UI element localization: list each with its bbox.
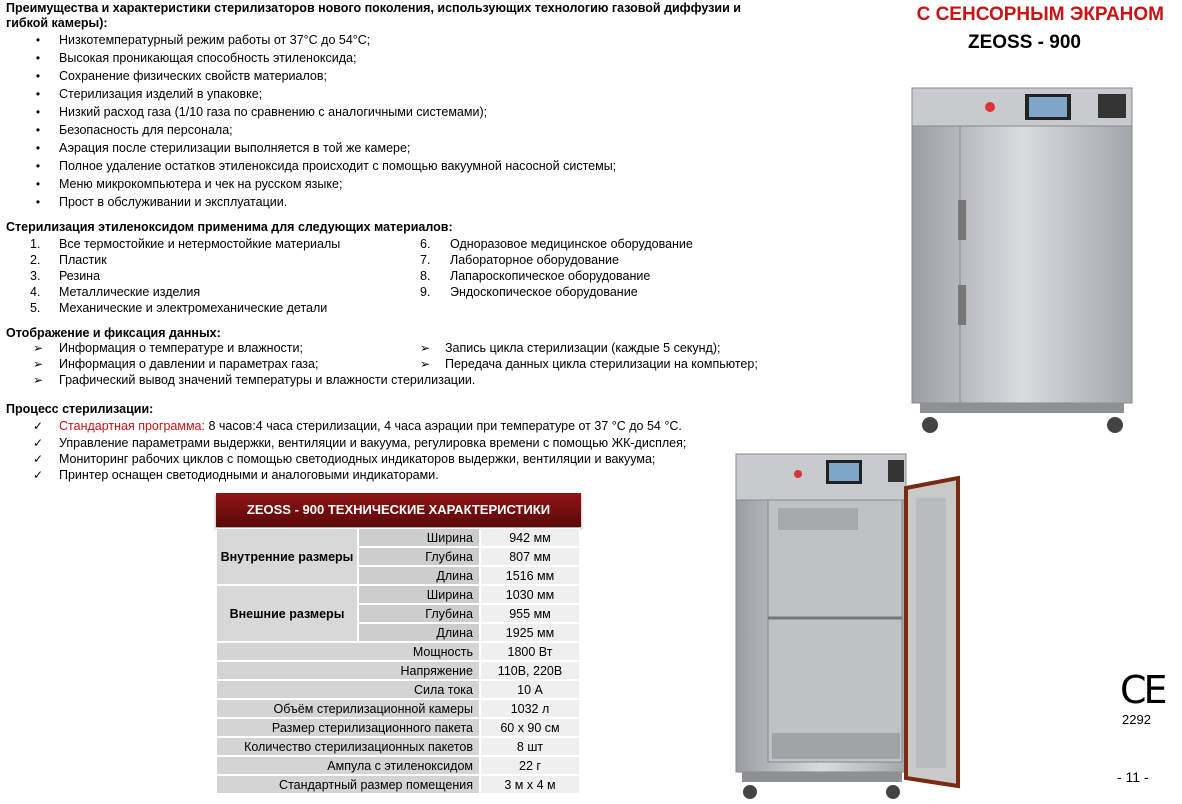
bullet-icon: • (35, 123, 41, 137)
spec-name: Количество стерилизационных пакетов (216, 737, 480, 756)
display-item: Передача данных цикла стерилизации на компьютер; (445, 357, 758, 371)
standard-program-text: 8 часов:4 часа стерилизации, 4 часа аэрации при температуре от 37 °C до 54 °C. (204, 419, 682, 433)
material-number: 2. (30, 253, 41, 267)
advantage-item: Низкотемпературный режим работы от 37°C до 54°C; (59, 33, 371, 47)
material-number: 3. (30, 269, 41, 283)
check-icon: ✓ (32, 436, 44, 450)
bullet-icon: • (35, 33, 41, 47)
material-item: Одноразовое медицинское оборудование (450, 237, 693, 251)
material-item: Резина (59, 269, 101, 283)
bullet-icon: • (35, 69, 41, 83)
check-icon: ✓ (32, 468, 44, 482)
bullet-icon: • (35, 141, 41, 155)
arrow-bullet-icon: ➢ (32, 341, 44, 355)
spec-value: 3 м x 4 м (480, 775, 580, 794)
advantage-item: Прост в обслуживании и эксплуатации. (59, 195, 288, 209)
arrow-bullet-icon: ➢ (32, 357, 44, 371)
model-title: ZEOSS - 900 (968, 32, 1081, 53)
process-item: Принтер оснащен светодиодными и аналоговыми индикаторами. (59, 468, 439, 482)
spec-name: Ширина (358, 528, 480, 547)
spec-value: 807 мм (480, 547, 580, 566)
display-heading: Отображение и фиксация данных: (6, 326, 221, 340)
advantage-item: Полное удаление остатков этиленоксида происходит с помощью вакуумной насосной системы; (59, 159, 617, 173)
spec-name: Стандартный размер помещения (216, 775, 480, 794)
process-item: Управление параметрами выдержки, вентиляции и вакуума, регулировка времени с помощью ЖК-дисплея; (59, 436, 687, 450)
spec-value: 10 А (480, 680, 580, 699)
spec-name: Ампула с этиленоксидом (216, 756, 480, 775)
materials-heading: Стерилизация этиленоксидом применима для следующих материалов: (6, 220, 453, 234)
spec-value: 1800 Вт (480, 642, 580, 661)
bullet-icon: • (35, 87, 41, 101)
material-number: 6. (420, 237, 431, 251)
material-item: Эндоскопическое оборудование (450, 285, 638, 299)
material-number: 7. (420, 253, 431, 267)
ce-number: 2292 (1122, 712, 1151, 727)
intro-heading-line1: Преимущества и характеристики стерилизаторов нового поколения, использующих технологию газовой диффузии и (6, 1, 741, 15)
spec-name: Объём стерилизационной камеры (216, 699, 480, 718)
spec-value: 1030 мм (480, 585, 580, 604)
process-heading: Процесс стерилизации: (6, 402, 154, 416)
specs-table-title: ZEOSS - 900 ТЕХНИЧЕСКИЕ ХАРАКТЕРИСТИКИ (216, 493, 581, 527)
bullet-icon: • (35, 51, 41, 65)
material-number: 4. (30, 285, 41, 299)
check-icon: ✓ (32, 452, 44, 466)
display-item: Запись цикла стерилизации (каждые 5 секунд); (445, 341, 721, 355)
material-number: 9. (420, 285, 431, 299)
display-item: Информация о давлении и параметрах газа; (59, 357, 319, 371)
spec-group-label: Внутренние размеры (216, 528, 358, 585)
spec-name: Ширина (358, 585, 480, 604)
spec-value: 110В, 220В (480, 661, 580, 680)
material-item: Металлические изделия (59, 285, 201, 299)
touch-screen-title: С СЕНСОРНЫМ ЭКРАНОМ (916, 4, 1164, 25)
advantage-item: Высокая проникающая способность этиленоксида; (59, 51, 357, 65)
material-number: 1. (30, 237, 41, 251)
advantage-item: Аэрация после стерилизации выполняется в той же камере; (59, 141, 411, 155)
advantage-item: Стерилизация изделий в упаковке; (59, 87, 263, 101)
bullet-icon: • (35, 177, 41, 191)
check-icon: ✓ (32, 419, 44, 433)
intro-heading-line2: гибкой камеры): (6, 16, 108, 30)
bullet-icon: • (35, 195, 41, 209)
spec-value: 1516 мм (480, 566, 580, 585)
ce-mark: CE (1120, 668, 1165, 712)
material-item: Лапароскопическое оборудование (450, 269, 651, 283)
advantage-item: Низкий расход газа (1/10 газа по сравнению с аналогичными системами); (59, 105, 488, 119)
spec-value: 942 мм (480, 528, 580, 547)
advantage-item: Меню микрокомпьютера и чек на русском языке; (59, 177, 343, 191)
spec-name: Длина (358, 566, 480, 585)
spec-name: Напряжение (216, 661, 480, 680)
arrow-bullet-icon: ➢ (419, 357, 431, 371)
material-number: 8. (420, 269, 431, 283)
sterilizer-open-image (728, 448, 964, 804)
spec-value: 1032 л (480, 699, 580, 718)
bullet-icon: • (35, 159, 41, 173)
spec-value: 60 x 90 см (480, 718, 580, 737)
material-item: Лабораторное оборудование (450, 253, 619, 267)
material-number: 5. (30, 301, 41, 315)
spec-value: 1925 мм (480, 623, 580, 642)
spec-group-label: Внешние размеры (216, 585, 358, 642)
spec-name: Размер стерилизационного пакета (216, 718, 480, 737)
bullet-icon: • (35, 105, 41, 119)
spec-name: Длина (358, 623, 480, 642)
spec-name: Мощность (216, 642, 480, 661)
spec-name: Сила тока (216, 680, 480, 699)
standard-program-label: Стандартная программа: (59, 419, 205, 433)
page-number: - 11 - (1117, 769, 1149, 785)
spec-value: 22 г (480, 756, 580, 775)
spec-value: 955 мм (480, 604, 580, 623)
arrow-bullet-icon: ➢ (419, 341, 431, 355)
material-item: Механические и электромеханические детали (59, 301, 328, 315)
material-item: Пластик (59, 253, 107, 267)
display-item: Информация о температуре и влажности; (59, 341, 303, 355)
spec-value: 8 шт (480, 737, 580, 756)
display-item: Графический вывод значений температуры и влажности стерилизации. (59, 373, 476, 387)
advantage-item: Безопасность для персонала; (59, 123, 233, 137)
standard-program (59, 418, 682, 435)
material-item: Все термостойкие и нетермостойкие материалы (59, 237, 341, 251)
process-item: Мониторинг рабочих циклов с помощью светодиодных индикаторов выдержки, вентиляции и вакуума; (59, 452, 656, 466)
advantage-item: Сохранение физических свойств материалов; (59, 69, 327, 83)
spec-name: Глубина (358, 547, 480, 566)
sterilizer-closed-image (900, 80, 1150, 440)
spec-name: Глубина (358, 604, 480, 623)
arrow-bullet-icon: ➢ (32, 373, 44, 387)
